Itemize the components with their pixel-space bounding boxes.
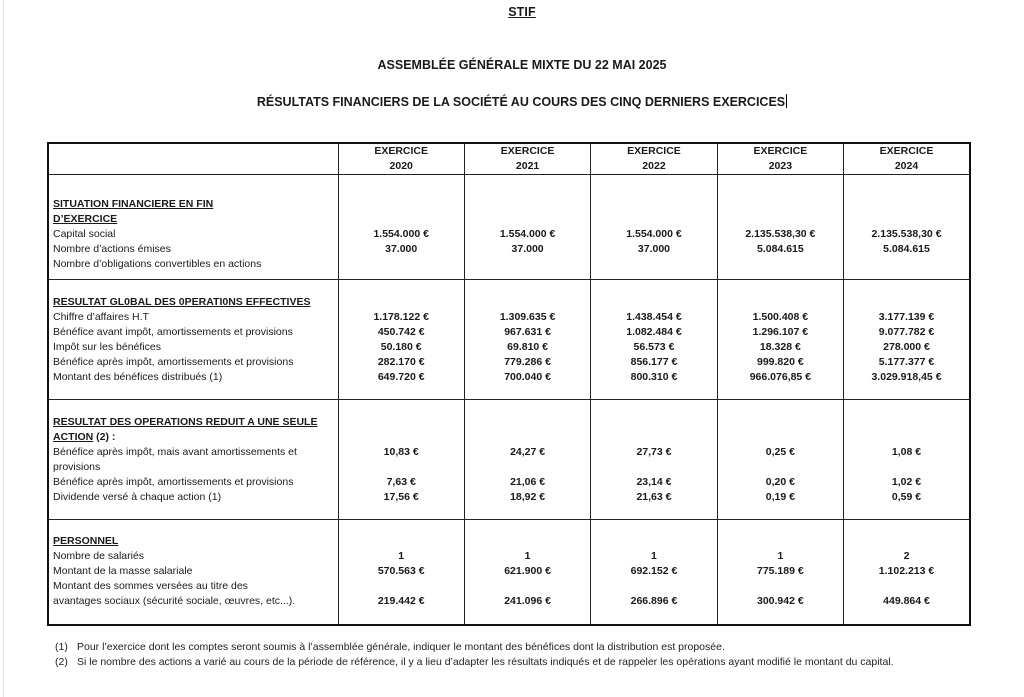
value: 0,25 € <box>765 445 795 458</box>
value: 2.135.538,30 € <box>871 228 942 240</box>
row-label: Montant des sommes versées au titre des <box>53 580 248 593</box>
value: 7,63 € <box>386 475 416 488</box>
values-2020 <box>338 175 464 280</box>
section-global-results <box>48 280 970 400</box>
value: 775.189 € <box>757 565 804 578</box>
value: 219.442 € <box>377 595 425 608</box>
value: 1.309.635 € <box>499 310 556 323</box>
value <box>591 257 716 272</box>
footnotes <box>55 640 894 670</box>
text-cursor <box>786 94 787 108</box>
value: 18.328 € <box>759 340 801 353</box>
row-label: Montant de la masse salariale <box>53 565 193 578</box>
value: 856.177 € <box>630 355 678 368</box>
footnote-2 <box>55 655 894 670</box>
value <box>844 257 969 272</box>
value: 692.152 € <box>630 565 678 578</box>
section-title: RESULTAT GL0BAL DES 0PERATI0NS EFFECTIVES <box>53 295 311 308</box>
row-label: Nombre d’obligations convertibles en actions <box>53 258 262 270</box>
value: 621.900 € <box>504 565 551 578</box>
header-cell-2024 <box>844 143 970 175</box>
value: 17,56 € <box>383 490 419 503</box>
row-label: Impôt sur les bénéfices <box>53 340 161 353</box>
value: 21,06 € <box>510 475 546 488</box>
value: 1.554.000 € <box>499 228 556 240</box>
value: 5.084.615 <box>757 243 804 255</box>
values-2020 <box>338 520 464 625</box>
row-label: Montant des bénéfices distribués (1) <box>53 370 223 383</box>
header-label: EXERCICE <box>374 145 429 157</box>
value: 1 <box>651 550 657 563</box>
section-personnel <box>48 520 970 625</box>
value: 1.102.213 € <box>878 565 935 578</box>
section-title: PERSONNEL <box>53 535 119 548</box>
value: 37.000 <box>385 243 418 255</box>
company-title: STIF <box>508 5 536 19</box>
value: 21,63 € <box>636 490 672 503</box>
header-cell-2022 <box>591 143 717 175</box>
section-title-suffix: (2) : <box>93 430 116 443</box>
header-year: 2021 <box>515 160 540 172</box>
value: 69.810 € <box>507 340 549 353</box>
row-label: Nombre d’actions émises <box>53 243 171 255</box>
row-label: Bénéfice avant impôt, amortissements et provisions <box>53 325 293 338</box>
section-financial-situation <box>48 175 970 280</box>
header-label: EXERCICE <box>753 145 808 157</box>
value: 1,02 € <box>891 475 922 488</box>
row-label: Nombre de salariés <box>53 550 145 563</box>
header-year: 2024 <box>894 160 919 172</box>
value: 1.438.454 € <box>626 310 682 323</box>
value: 300.942 € <box>757 595 804 608</box>
value: 50.180 € <box>380 340 422 353</box>
value: 0,59 € <box>891 490 922 503</box>
value: 0,20 € <box>765 475 795 488</box>
header-year: 2023 <box>768 160 793 172</box>
value: 570.563 € <box>377 565 425 578</box>
header-year: 2020 <box>389 160 413 172</box>
footnote-text: Si le nombre des actions a varié au cours de la période de référence, il y a lieu d’adapter les résultats indiqués et de rappeler les opérations ayant modifié le montant du capital. <box>77 656 894 668</box>
value: 1.554.000 € <box>626 228 682 240</box>
value: 1.500.408 € <box>752 310 809 323</box>
assembly-title: ASSEMBLÉE GÉNÉRALE MIXTE DU 22 MAI 2025 <box>377 58 667 72</box>
values-2020 <box>338 400 464 520</box>
header-year: 2022 <box>642 160 666 172</box>
header-cell-2020 <box>338 143 464 175</box>
value: 5.084.615 <box>883 243 930 255</box>
value: 27,73 € <box>636 445 672 458</box>
value: 1.082.484 € <box>626 325 682 338</box>
section-title-line2: D’EXERCICE <box>53 213 118 225</box>
value: 3.177.139 € <box>878 310 935 323</box>
value: 967.631 € <box>504 325 551 338</box>
values-2022 <box>591 280 717 400</box>
value: 966.076,85 € <box>749 370 812 383</box>
values-2022 <box>591 520 717 625</box>
row-label: Capital social <box>53 228 116 240</box>
value: 5.177.377 € <box>878 355 935 368</box>
value: 9.077.782 € <box>878 325 935 338</box>
values-2020 <box>338 280 464 400</box>
value <box>465 257 590 272</box>
section-label-cell <box>48 280 338 400</box>
header-label: EXERCICE <box>500 145 555 157</box>
values-2021 <box>464 520 590 625</box>
value: 2 <box>903 550 910 563</box>
values-2022 <box>591 400 717 520</box>
value: 266.896 € <box>630 595 678 608</box>
value: 241.096 € <box>504 595 551 608</box>
value: 3.029.918,45 € <box>871 370 942 383</box>
section-per-share-results <box>48 400 970 520</box>
value: 1 <box>524 550 531 563</box>
footnote-1 <box>55 640 894 655</box>
value: 24,27 € <box>510 445 546 458</box>
section-title-line2: ACTION <box>53 430 94 443</box>
value: 23,14 € <box>636 475 672 488</box>
values-2023 <box>717 280 843 400</box>
values-2023 <box>717 175 843 280</box>
header-label: EXERCICE <box>879 145 934 157</box>
section-label-cell <box>48 400 338 520</box>
values-2021 <box>464 400 590 520</box>
header-label: EXERCICE <box>627 145 681 157</box>
value: 1 <box>777 550 784 563</box>
value <box>718 257 843 272</box>
results-title <box>0 94 1024 109</box>
value: 56.573 € <box>633 340 675 353</box>
values-2024 <box>844 280 970 400</box>
value: 282.170 € <box>377 355 425 368</box>
values-2023 <box>717 400 843 520</box>
value: 37.000 <box>511 243 544 255</box>
value: 1,08 € <box>891 445 922 458</box>
values-2022 <box>591 175 717 280</box>
value: 1.296.107 € <box>752 325 809 338</box>
value: 2.135.538,30 € <box>745 228 816 240</box>
value: 779.286 € <box>504 355 551 368</box>
value: 10,83 € <box>383 445 419 458</box>
value: 649.720 € <box>377 370 425 383</box>
value: 1.554.000 € <box>373 228 429 240</box>
header-cell-2021 <box>464 143 590 175</box>
results-title-text: RÉSULTATS FINANCIERS DE LA SOCIÉTÉ AU COURS DES CINQ DERNIERS EXERCICES <box>256 95 786 109</box>
header-cell-2023 <box>717 143 843 175</box>
footnote-text: Pour l’exercice dont les comptes seront soumis à l’assemblée générale, indiquer le montant des bénéfices dont la distribution est proposée. <box>77 641 725 653</box>
value: 700.040 € <box>504 370 551 383</box>
value: 0,19 € <box>765 490 795 503</box>
values-2021 <box>464 280 590 400</box>
header-empty-cell <box>48 143 338 175</box>
value: 1 <box>398 550 405 563</box>
section-title: RESULTAT DES OPERATIONS REDUIT A UNE SEULE <box>53 415 318 428</box>
section-title: SITUATION FINANCIERE EN FIN <box>53 198 214 210</box>
footnote-number: (1) <box>55 641 68 653</box>
values-2023 <box>717 520 843 625</box>
section-label-cell <box>48 175 338 280</box>
table-header-row <box>48 143 970 175</box>
value: 999.820 € <box>757 355 804 368</box>
section-label-cell <box>48 520 338 625</box>
value: 800.310 € <box>630 370 678 383</box>
value <box>339 257 464 272</box>
row-label-cont: avantages sociaux (sécurité sociale, œuvres, etc...). <box>53 595 296 608</box>
value: 449.864 € <box>883 595 930 608</box>
footnote-number: (2) <box>55 656 68 668</box>
row-label: Chiffre d’affaires H.T <box>53 310 149 323</box>
values-2024 <box>844 400 970 520</box>
value: 18,92 € <box>510 490 546 503</box>
row-label: Bénéfice après impôt, mais avant amortissements et <box>53 445 297 458</box>
row-label: Dividende versé à chaque action (1) <box>53 490 222 503</box>
row-label: Bénéfice après impôt, amortissements et provisions <box>53 475 294 488</box>
values-2024 <box>844 175 970 280</box>
value: 278.000 € <box>883 340 930 353</box>
values-2024 <box>844 520 970 625</box>
value: 1.178.122 € <box>373 310 429 323</box>
value: 37.000 <box>637 243 671 255</box>
row-label-cont: provisions <box>53 460 101 473</box>
value: 450.742 € <box>377 325 425 338</box>
financial-results-table <box>47 142 971 626</box>
values-2021 <box>464 175 590 280</box>
row-label: Bénéfice après impôt, amortissements et provisions <box>53 355 294 368</box>
